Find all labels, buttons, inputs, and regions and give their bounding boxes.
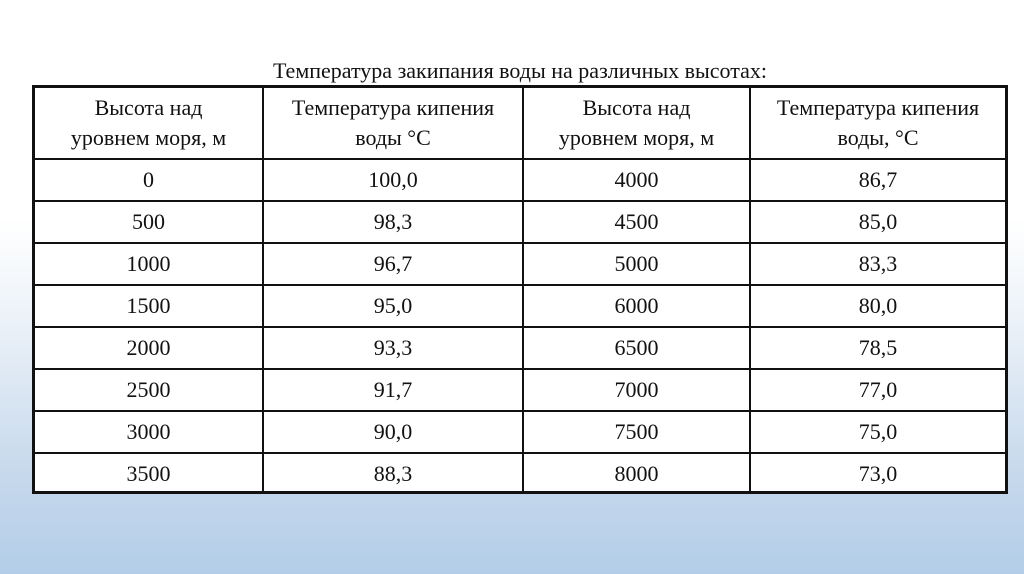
table-cell: 91,7 [263,369,523,411]
table-cell: 2500 [35,369,263,411]
table-cell: 3000 [35,411,263,453]
table-row [35,285,1005,327]
table-cell: 78,5 [750,327,1005,369]
table-row [35,201,1005,243]
header-row [35,88,1005,159]
table-cell: 1500 [35,285,263,327]
header-line: Температура кипения [776,95,980,120]
table-cell: 0 [35,159,263,201]
table-cell: 2000 [35,327,263,369]
header-line: уровнем моря, м [558,125,715,150]
table-row [35,453,1005,494]
table-cell: 73,0 [750,453,1005,494]
header-altitude-1 [35,88,263,159]
table-cell: 90,0 [263,411,523,453]
table-cell: 3500 [35,453,263,494]
table-cell: 4500 [523,201,750,243]
table-row [35,159,1005,201]
data-table [35,88,1005,494]
header-line: Высота над [582,95,691,120]
table-cell: 75,0 [750,411,1005,453]
table-cell: 8000 [523,453,750,494]
table-cell: 83,3 [750,243,1005,285]
header-altitude-2 [523,88,750,159]
table-cell: 88,3 [263,453,523,494]
header-temperature-1 [263,88,523,159]
table-caption: Температура закипания воды на различных высотах: [272,58,768,83]
table-cell: 93,3 [263,327,523,369]
table-cell: 6000 [523,285,750,327]
table-cell: 98,3 [263,201,523,243]
header-line: воды °С [355,125,431,150]
table-row [35,243,1005,285]
table-cell: 100,0 [263,159,523,201]
table-cell: 86,7 [750,159,1005,201]
boiling-temperature-table [32,85,1008,494]
header-line: уровнем моря, м [70,125,227,150]
header-line: Температура кипения [291,95,495,120]
table-cell: 7500 [523,411,750,453]
table-cell: 80,0 [750,285,1005,327]
table-cell: 6500 [523,327,750,369]
table-cell: 7000 [523,369,750,411]
table-cell: 1000 [35,243,263,285]
table-row [35,327,1005,369]
table-cell: 77,0 [750,369,1005,411]
table-cell: 96,7 [263,243,523,285]
header-line: Высота над [94,95,203,120]
table-cell: 4000 [523,159,750,201]
table-cell: 85,0 [750,201,1005,243]
table-cell: 5000 [523,243,750,285]
header-temperature-2 [750,88,1005,159]
table-row [35,411,1005,453]
header-line: воды, °С [837,125,919,150]
table-row [35,369,1005,411]
table-cell: 95,0 [263,285,523,327]
table-cell: 500 [35,201,263,243]
